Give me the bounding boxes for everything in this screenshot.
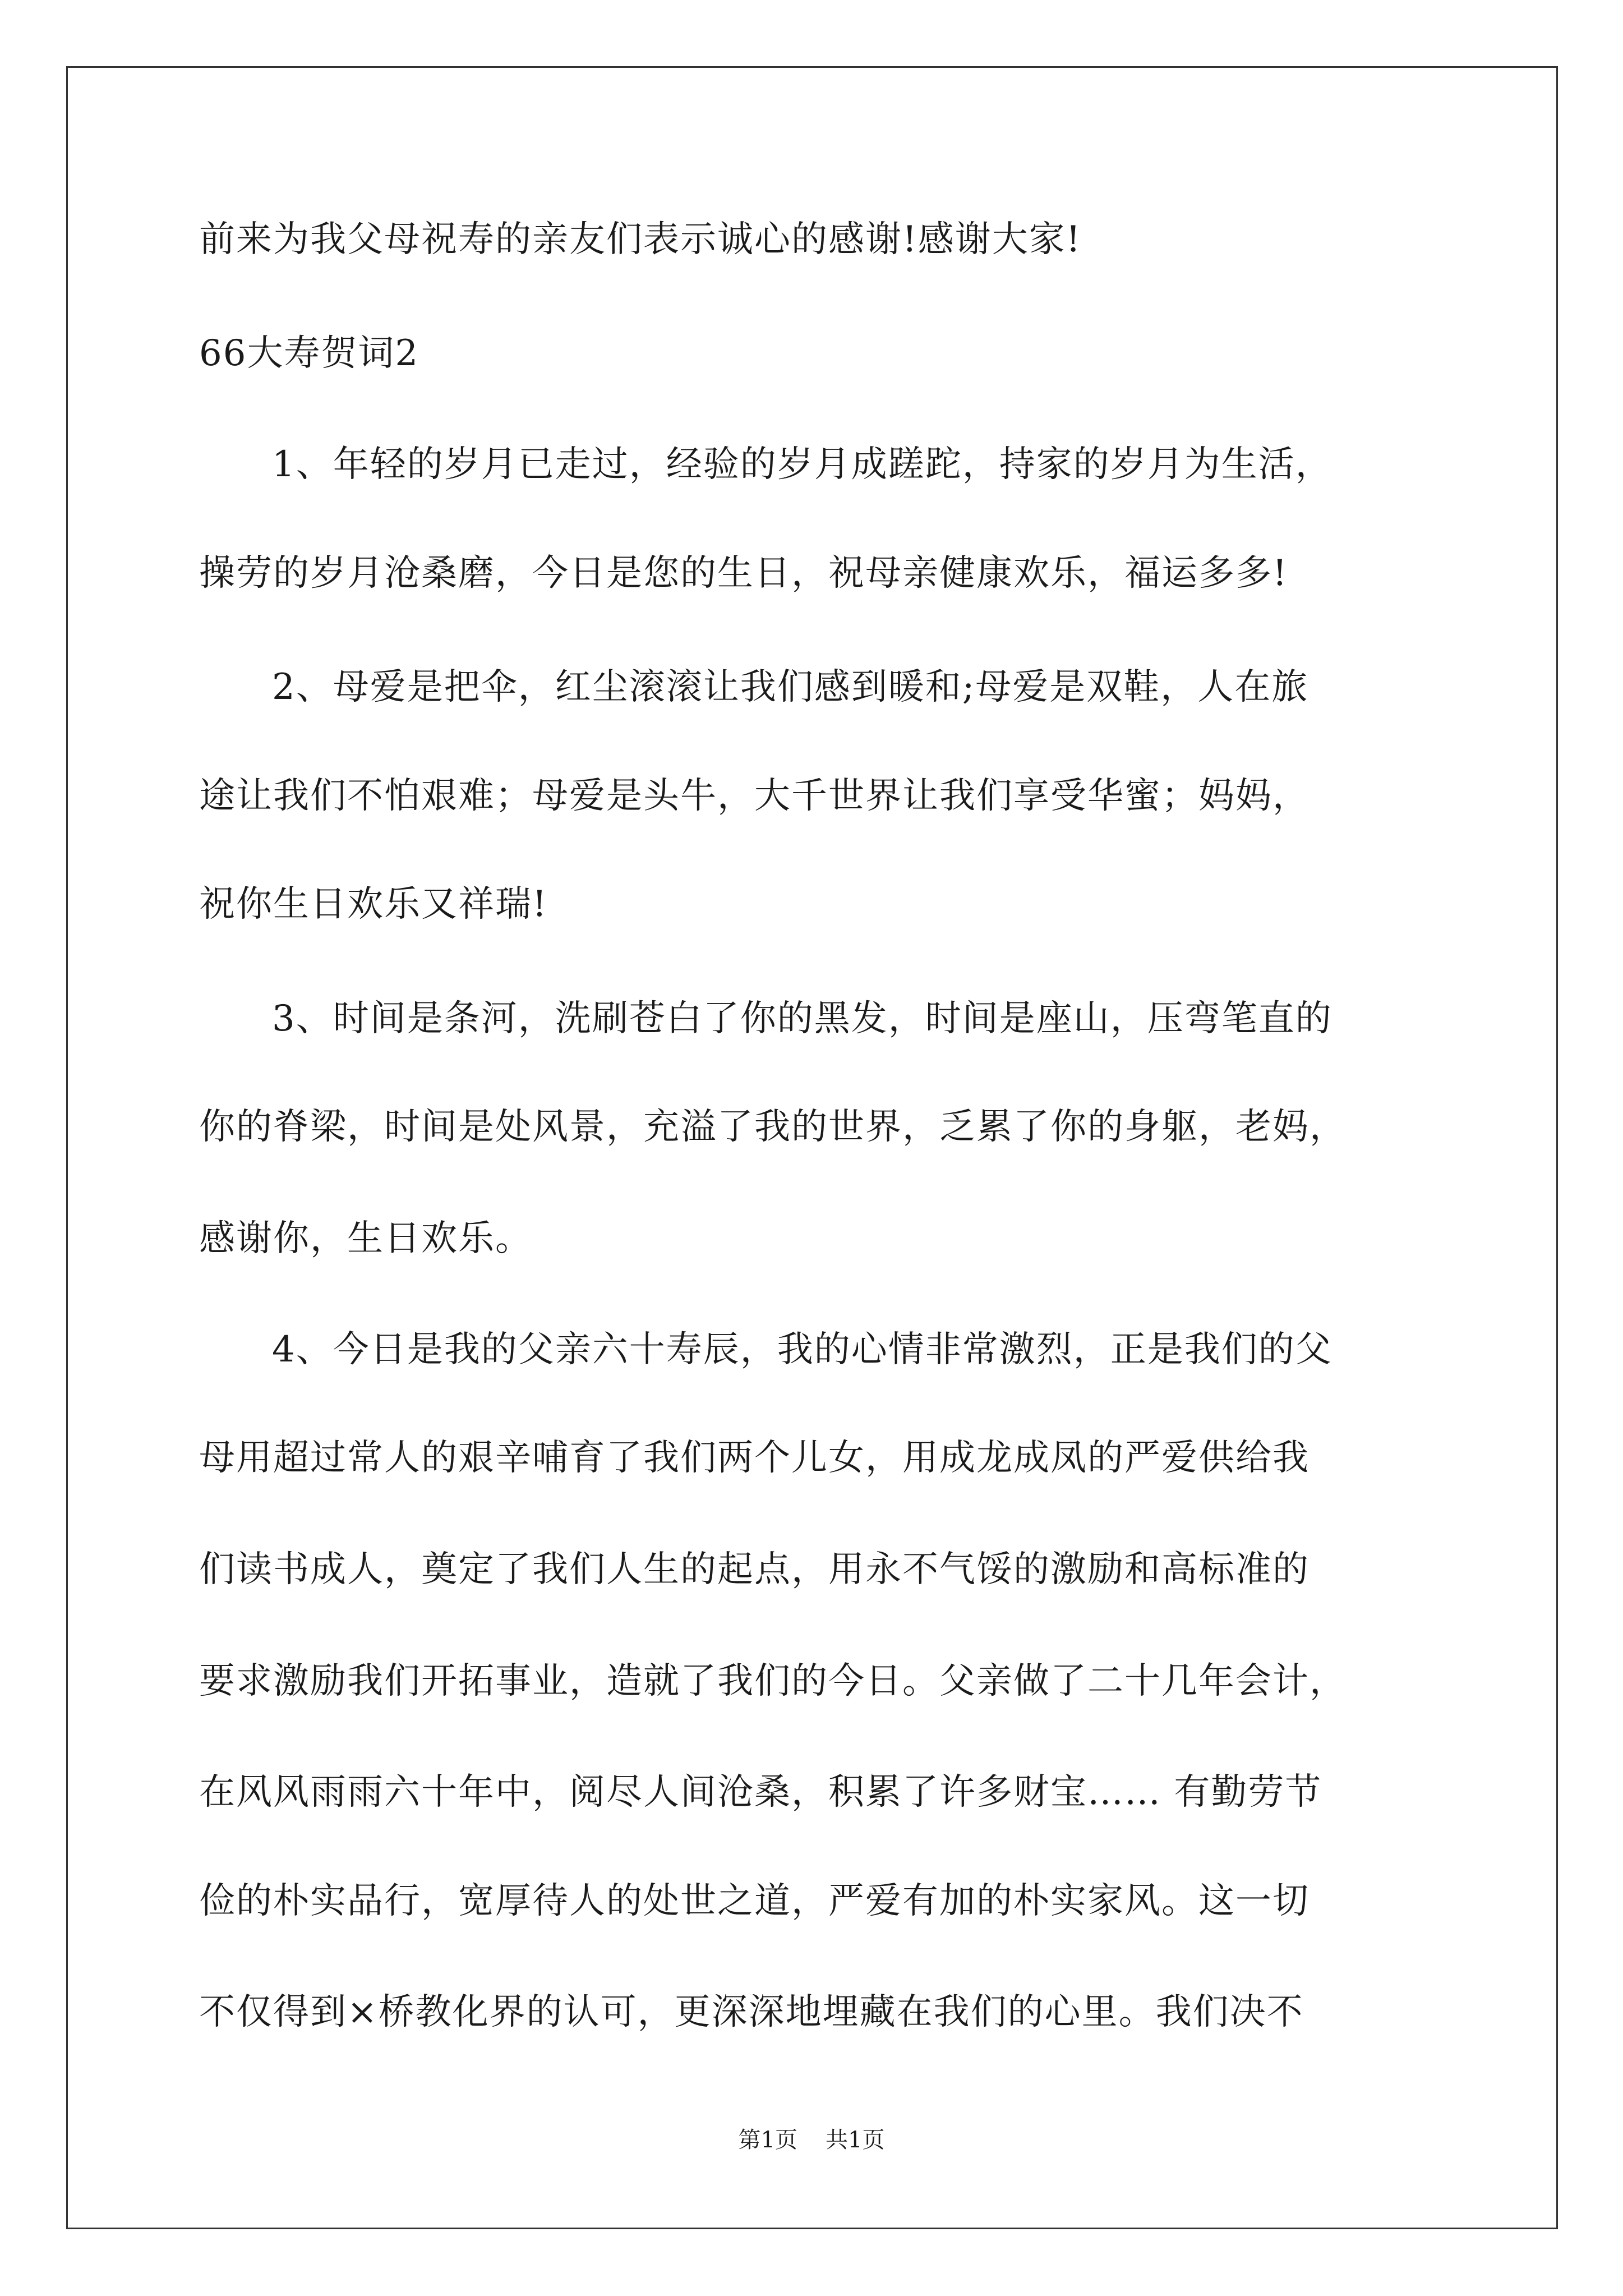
text-line: 操劳的岁月沧桑磨，今日是您的生日，祝母亲健康欢乐，福运多多! (199, 553, 1288, 594)
text-line: 你的脊梁，时间是处风景，充溢了我的世界，乏累了你的身躯，老妈， (199, 1106, 1347, 1148)
section-heading: 66大寿贺词2 (199, 333, 419, 374)
text-line: 感谢你，生日欢乐。 (199, 1218, 532, 1259)
text-line: 祝你生日欢乐又祥瑞! (199, 884, 548, 925)
text-line: 前来为我父母祝寿的亲友们表示诚心的感谢!感谢大家! (199, 219, 1082, 260)
text-line: 2、母爱是把伞，红尘滚滚让我们感到暖和;母爱是双鞋，人在旅 (272, 666, 1309, 708)
text-line: 途让我们不怕艰难；母爱是头牛，大千世界让我们享受华蜜；妈妈， (199, 775, 1310, 817)
text-line: 俭的朴实品行，宽厚待人的处世之道，严爱有加的朴实家风。这一切 (199, 1880, 1310, 1922)
text-line: 要求激励我们开拓事业，造就了我们的今日。父亲做了二十几年会计， (199, 1660, 1347, 1702)
text-line: 1、年轻的岁月已走过，经验的岁月成蹉跎，持家的岁月为生活， (272, 444, 1332, 485)
text-line: 3、时间是条河，洗刷苍白了你的黑发，时间是座山，压弯笔直的 (272, 998, 1332, 1039)
text-line: 们读书成人，奠定了我们人生的起点，用永不气馁的激励和高标准的 (199, 1549, 1310, 1590)
text-line: 不仅得到×桥教化界的认可，更深深地埋藏在我们的心里。我们决不 (199, 1991, 1304, 2033)
text-line: 4、今日是我的父亲六十寿辰，我的心情非常激烈，正是我们的父 (272, 1329, 1332, 1370)
page-total: 共1页 (826, 2127, 885, 2153)
text-line: 母用超过常人的艰辛哺育了我们两个儿女，用成龙成凤的严爱供给我 (199, 1437, 1310, 1479)
text-line: 在风风雨雨六十年中，阅尽人间沧桑，积累了许多财宝…… 有勤劳节 (199, 1772, 1322, 1813)
page-footer (0, 2129, 1623, 2151)
page-number: 第1页 (738, 2127, 797, 2153)
